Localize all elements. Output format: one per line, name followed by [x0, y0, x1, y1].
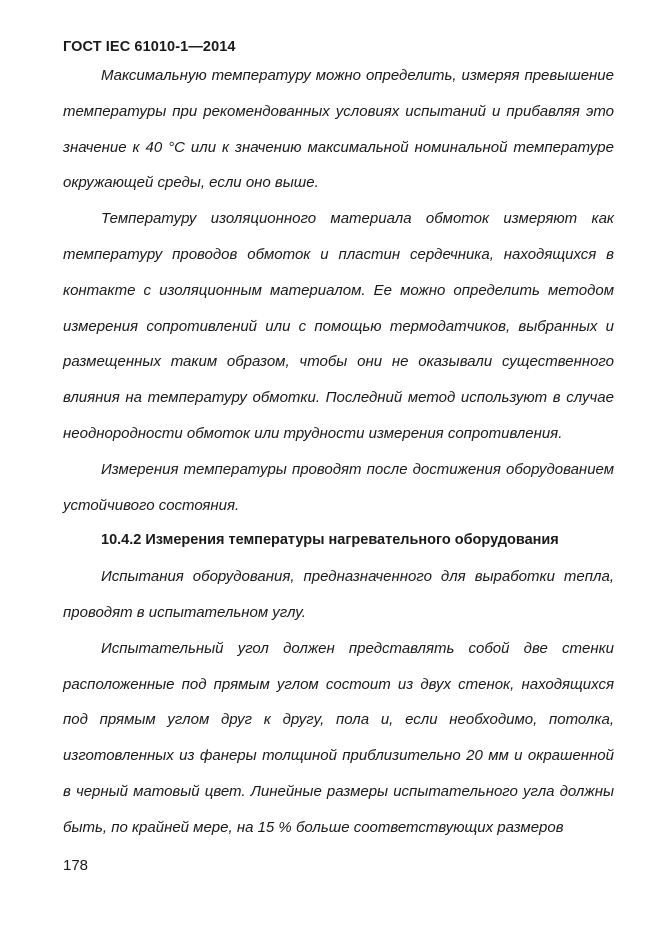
paragraph-insulation-temperature: Температуру изоляционного материала обмоток измеряют как температуру проводов обмоток и пластин сердечника, находящихся в контакте с изоляционным материалом. Ее можно определить методом измерения сопротивлений или с помощью термодатчиков, выбранных и размещенных таким образом, чтобы они не оказывали существенного влияния на температуру обмотки. Последний метод используют в случае неоднородности обмоток или трудности измерения сопротивления.: [63, 210, 614, 442]
paragraph-test-corner-description: Испытательный угол должен представлять собой две стенки расположенные под прямым углом состоит из двух стенок, находящихся под прямым углом друг к другу, пола и, если необходимо, потолка, изготовленных из фанеры толщиной приблизительно 20 мм и окрашенной в черный матовый цвет. Линейные размеры испытательного угла должны быть, по крайней мере, на 15 % больше соответствующих размеров: [63, 639, 614, 836]
paragraph-max-temperature: Максимальную температуру можно определить, измеряя превышение температуры при рекомендованных условиях испытаний и прибавляя это значение к 40 °С или к значению максимальной номинальной температуре окружающей среды, если оно выше.: [63, 67, 614, 192]
standard-header: ГОСТ IEC 61010-1—2014: [63, 39, 236, 55]
section-heading: 10.4.2 Измерения температуры нагревательного оборудования: [101, 532, 559, 549]
paragraph-test-corner: Испытания оборудования, предназначенного для выработки тепла, проводят в испытательном углу.: [63, 568, 614, 621]
paragraph-steady-state: Измерения температуры проводят после достижения оборудованием устойчивого состояния.: [63, 460, 614, 514]
page-number: 178: [63, 857, 89, 874]
document-body: [63, 58, 614, 846]
